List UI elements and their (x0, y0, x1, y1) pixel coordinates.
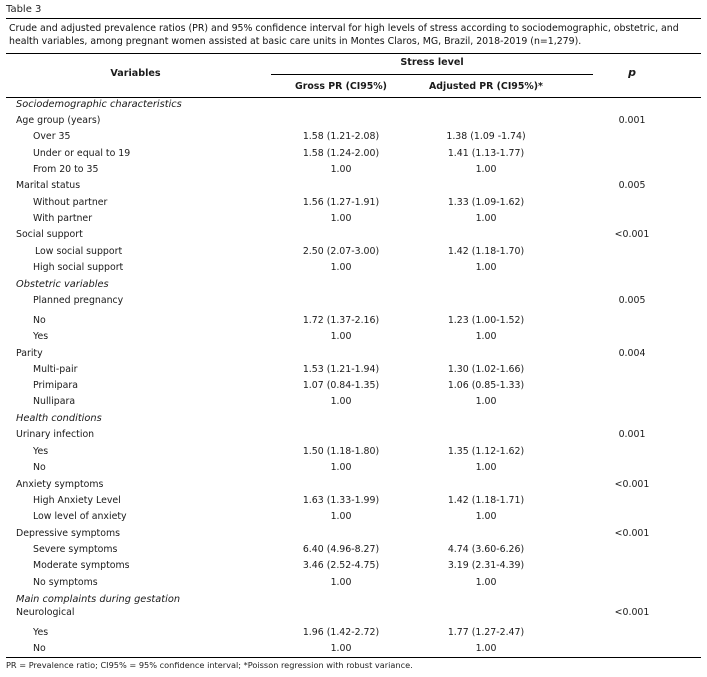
row-label: From 20 to 35 (33, 164, 99, 175)
group-row (0, 528, 707, 544)
adjusted-pr-cell: 1.38 (1.09 -1.74) (446, 131, 526, 142)
table-row (0, 462, 707, 478)
p-value-cell: 0.001 (618, 115, 646, 126)
gross-pr-cell: 1.00 (330, 164, 352, 175)
row-label: Low level of anxiety (33, 511, 127, 522)
caption-text: Crude and adjusted prevalence ratios (PR) and 95% confidence interval for high levels of stress according to sociodemographic, obstetric, and health variables, among pregnant women assisted at basic care units in Montes Claros, MG, Brazil, 2018-2019 (n=1,279). (9, 23, 679, 47)
adjusted-pr-cell: 1.42 (1.18-1.70) (447, 246, 525, 257)
p-value-cell: <0.001 (614, 607, 650, 618)
gross-pr-cell: 1.56 (1.27-1.91) (302, 197, 380, 208)
gross-pr-cell: 2.50 (2.07-3.00) (302, 246, 380, 257)
adjusted-pr-cell: 3.19 (2.31-4.39) (447, 560, 525, 571)
gross-pr-cell: 6.40 (4.96-8.27) (302, 544, 380, 555)
section-row (0, 99, 707, 115)
header-stress-level: Stress level (400, 57, 464, 68)
row-label: No (33, 315, 46, 326)
gross-pr-cell: 1.58 (1.21-2.08) (302, 131, 380, 142)
row-label: Anxiety symptoms (16, 479, 104, 490)
gross-pr-cell: 1.96 (1.42-2.72) (302, 627, 380, 638)
row-label: High Anxiety Level (33, 495, 121, 506)
table-row (0, 380, 707, 396)
row-label: Yes (33, 627, 49, 638)
table-row (0, 495, 707, 511)
section-row (0, 279, 707, 295)
table-row (0, 164, 707, 180)
p-value-cell: <0.001 (614, 479, 650, 490)
table-row (0, 511, 707, 527)
row-label: Moderate symptoms (33, 560, 130, 571)
adjusted-pr-cell: 1.00 (475, 577, 497, 588)
table-row (0, 364, 707, 380)
table-row (0, 197, 707, 213)
table-row (0, 446, 707, 462)
row-label: Main complaints during gestation (16, 594, 181, 605)
adjusted-pr-cell: 1.00 (475, 643, 497, 654)
table-bottom-rule (6, 657, 701, 658)
table-row (0, 213, 707, 229)
group-row (0, 229, 707, 245)
p-value-cell: <0.001 (614, 229, 650, 240)
adjusted-pr-cell: 1.00 (475, 462, 497, 473)
row-label: Planned pregnancy (33, 295, 124, 306)
row-label: Nullipara (33, 396, 76, 407)
row-label: No (33, 462, 46, 473)
row-label: Severe symptoms (33, 544, 118, 555)
table-row (0, 396, 707, 412)
p-value-cell: <0.001 (614, 528, 650, 539)
row-label: High social support (33, 262, 124, 273)
row-label: Parity (16, 348, 43, 359)
gross-pr-cell: 1.00 (330, 262, 352, 273)
gross-pr-cell: 1.00 (330, 577, 352, 588)
table-row (0, 148, 707, 164)
table-row (0, 262, 707, 278)
header-gross-pr: Gross PR (CI95%) (295, 81, 387, 92)
header-p-value: p (628, 66, 636, 79)
gross-pr-cell: 1.00 (330, 462, 352, 473)
header-adjusted-pr: Adjusted PR (CI95%)* (429, 81, 543, 92)
adjusted-pr-cell: 1.00 (475, 164, 497, 175)
table-label: Table 3 (6, 4, 42, 15)
row-label: Urinary infection (16, 429, 95, 440)
adjusted-pr-cell: 1.00 (475, 213, 497, 224)
row-label: Under or equal to 19 (33, 148, 131, 159)
group-row (0, 348, 707, 364)
group-row (0, 180, 707, 196)
adjusted-pr-cell: 1.77 (1.27-2.47) (447, 627, 525, 638)
group-row (0, 429, 707, 445)
table-caption (6, 18, 701, 54)
row-label: Low social support (35, 246, 123, 257)
adjusted-pr-cell: 1.35 (1.12-1.62) (447, 446, 525, 457)
gross-pr-cell: 1.63 (1.33-1.99) (302, 495, 380, 506)
header-subrule (271, 74, 593, 75)
p-value-cell: 0.004 (618, 348, 646, 359)
adjusted-pr-cell: 1.00 (475, 511, 497, 522)
row-label: Multi-pair (33, 364, 78, 375)
table-row (0, 544, 707, 560)
adjusted-pr-cell: 1.30 (1.02-1.66) (447, 364, 525, 375)
adjusted-pr-cell: 1.42 (1.18-1.71) (447, 495, 525, 506)
row-label: Obstetric variables (16, 279, 109, 290)
adjusted-pr-cell: 1.33 (1.09-1.62) (447, 197, 525, 208)
row-label: Depressive symptoms (16, 528, 120, 539)
row-label: No symptoms (33, 577, 98, 588)
adjusted-pr-cell: 1.00 (475, 396, 497, 407)
p-value-cell: 0.005 (618, 180, 646, 191)
adjusted-pr-cell: 1.00 (475, 331, 497, 342)
row-label: With partner (33, 213, 93, 224)
adjusted-pr-cell: 1.23 (1.00-1.52) (447, 315, 525, 326)
gross-pr-cell: 1.00 (330, 396, 352, 407)
header-rule (6, 97, 701, 98)
row-label: Age group (years) (16, 115, 101, 126)
row-label: No (33, 643, 46, 654)
row-label: Over 35 (33, 131, 71, 142)
row-label: Without partner (33, 197, 108, 208)
table-row (0, 331, 707, 347)
table-header (0, 56, 707, 96)
gross-pr-cell: 1.72 (1.37-2.16) (302, 315, 380, 326)
row-label: Yes (33, 331, 49, 342)
gross-pr-cell: 1.50 (1.18-1.80) (302, 446, 380, 457)
section-row (0, 413, 707, 429)
adjusted-pr-cell: 4.74 (3.60-6.26) (447, 544, 525, 555)
adjusted-pr-cell: 1.00 (475, 262, 497, 273)
table-row (0, 577, 707, 593)
gross-pr-cell: 1.00 (330, 213, 352, 224)
p-value-cell: 0.005 (618, 295, 646, 306)
header-variables: Variables (110, 68, 161, 79)
row-label: Sociodemographic characteristics (16, 99, 182, 110)
table-row (0, 131, 707, 147)
row-label: Yes (33, 446, 49, 457)
table-row (0, 627, 707, 643)
adjusted-pr-cell: 1.41 (1.13-1.77) (447, 148, 525, 159)
row-label: Health conditions (16, 413, 102, 424)
adjusted-pr-cell: 1.06 (0.85-1.33) (447, 380, 525, 391)
gross-pr-cell: 1.53 (1.21-1.94) (302, 364, 380, 375)
group-row (0, 115, 707, 131)
gross-pr-cell: 1.07 (0.84-1.35) (302, 380, 380, 391)
row-label: Primipara (33, 380, 78, 391)
gross-pr-cell: 1.00 (330, 511, 352, 522)
p-value-cell: 0.001 (618, 429, 646, 440)
gross-pr-cell: 3.46 (2.52-4.75) (302, 560, 380, 571)
table-footnote: PR = Prevalence ratio; CI95% = 95% confidence interval; *Poisson regression with robust variance. (6, 660, 413, 670)
table-row (0, 560, 707, 576)
gross-pr-cell: 1.58 (1.24-2.00) (302, 148, 380, 159)
table-row (0, 246, 707, 262)
row-label: Social support (16, 229, 83, 240)
group-row (0, 607, 707, 623)
group-row (0, 295, 707, 311)
table-row (0, 315, 707, 331)
gross-pr-cell: 1.00 (330, 643, 352, 654)
row-label: Neurological (16, 607, 75, 618)
gross-pr-cell: 1.00 (330, 331, 352, 342)
group-row (0, 479, 707, 495)
row-label: Marital status (16, 180, 81, 191)
